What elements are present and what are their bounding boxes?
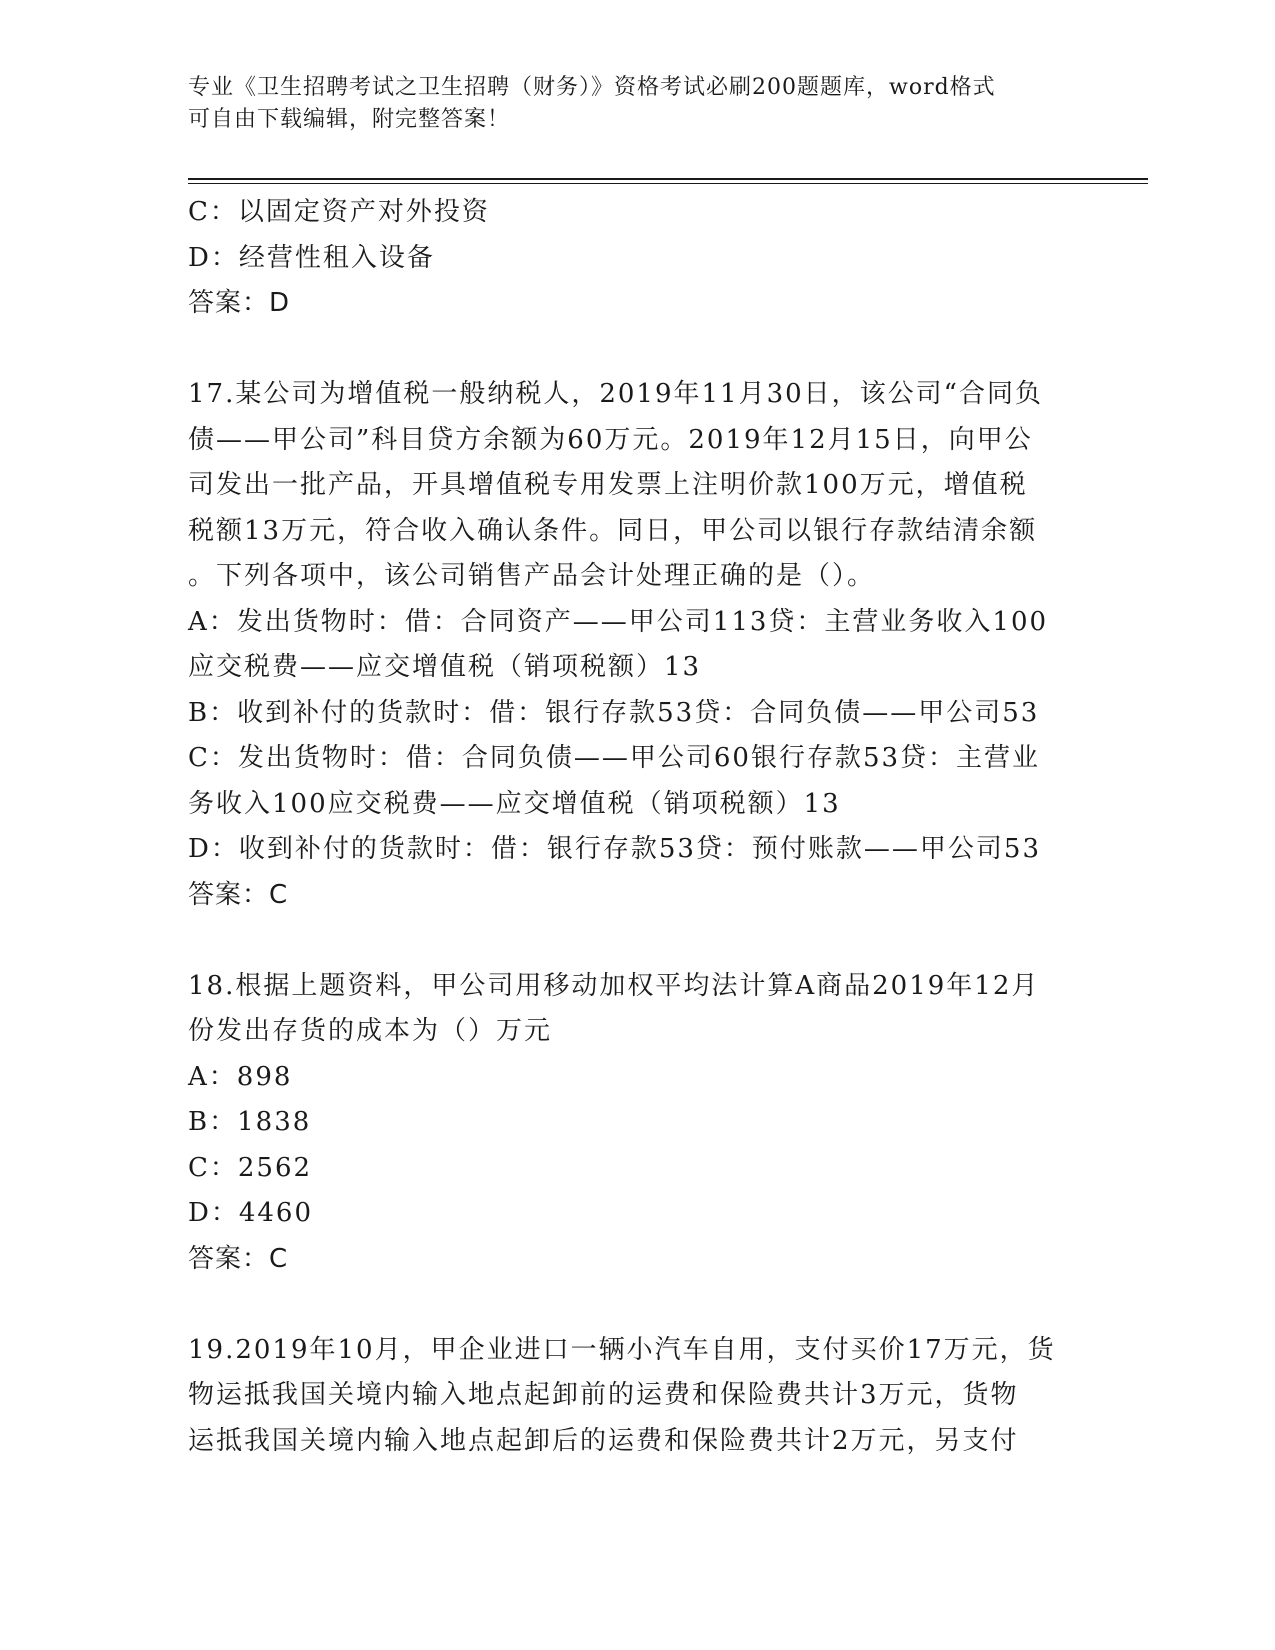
q17-stem-line: 司发出一批产品，开具增值税专用发票上注明价款100万元，增值税 xyxy=(188,470,1028,500)
q19-stem-line: 运抵我国关境内输入地点起卸后的运费和保险费共计2万元，另支付 xyxy=(188,1425,1019,1456)
question-19 xyxy=(188,1328,1088,1465)
header-title-line-2: 可自由下载编辑，附完整答案！ xyxy=(188,107,511,132)
header-title-line-1: 专业《卫生招聘考试之卫生招聘（财务）》资格考试必刷200题题库，word格式 xyxy=(188,75,996,100)
question-spacer xyxy=(188,1282,1088,1328)
q17-answer: 答案：C xyxy=(188,879,289,910)
q16-option-d: D：经营性租入设备 xyxy=(188,242,435,273)
q18-option-a: A：898 xyxy=(188,1061,293,1092)
q19-stem-line: 19.2019年10月，甲企业进口一辆小汽车自用，支付买价17万元，货 xyxy=(188,1334,1056,1365)
q17-stem-line: 17.某公司为增值税一般纳税人，2019年11月30日，该公司“合同负 xyxy=(188,379,1043,409)
q18-option-b: B：1838 xyxy=(188,1107,312,1137)
question-spacer xyxy=(188,327,1088,373)
q16-option-c: C：以固定资产对外投资 xyxy=(188,197,490,227)
q17-option-c-cont: 务收入100应交税费——应交增值税（销项税额）13 xyxy=(188,788,841,819)
question-17 xyxy=(188,372,1088,918)
q18-option-c: C：2562 xyxy=(188,1152,313,1183)
q17-option-a-cont: 应交税费——应交增值税（销项税额）13 xyxy=(188,652,702,682)
question-list xyxy=(188,190,1088,1464)
q16-answer: 答案：D xyxy=(188,288,291,318)
q19-stem-line: 物运抵我国关境内输入地点起卸前的运费和保险费共计3万元，货物 xyxy=(188,1380,1019,1410)
q18-stem-line: 18.根据上题资料，甲公司用移动加权平均法计算A商品2019年12月 xyxy=(188,970,1040,1001)
q17-option-a: A：发出货物时：借：合同资产——甲公司113贷：主营业务收入100 xyxy=(188,606,1049,637)
header-divider-thick xyxy=(188,178,1148,180)
q17-stem-line: 。下列各项中，该公司销售产品会计处理正确的是（）。 xyxy=(188,561,876,591)
q17-stem-line: 债——甲公司”科目贷方余额为60万元。2019年12月15日，向甲公 xyxy=(188,424,1033,455)
q18-option-d: D：4460 xyxy=(188,1198,314,1228)
q18-answer: 答案：C xyxy=(188,1243,289,1274)
question-spacer xyxy=(188,918,1088,964)
question-18 xyxy=(188,964,1088,1283)
q17-stem-line: 税额13万元，符合收入确认条件。同日，甲公司以银行存款结清余额 xyxy=(188,515,1038,546)
q17-option-c: C：发出货物时：借：合同负债——甲公司60银行存款53贷：主营业 xyxy=(188,743,1041,773)
q18-stem-line: 份发出存货的成本为（）万元 xyxy=(188,1016,553,1046)
question-16-tail xyxy=(188,190,1088,327)
document-header xyxy=(188,72,1068,136)
header-divider-thin xyxy=(188,183,1148,184)
q17-option-d: D：收到补付的货款时：借：银行存款53贷：预付账款——甲公司53 xyxy=(188,834,1042,864)
q17-option-b: B：收到补付的货款时：借：银行存款53贷：合同负债——甲公司53 xyxy=(188,697,1040,728)
